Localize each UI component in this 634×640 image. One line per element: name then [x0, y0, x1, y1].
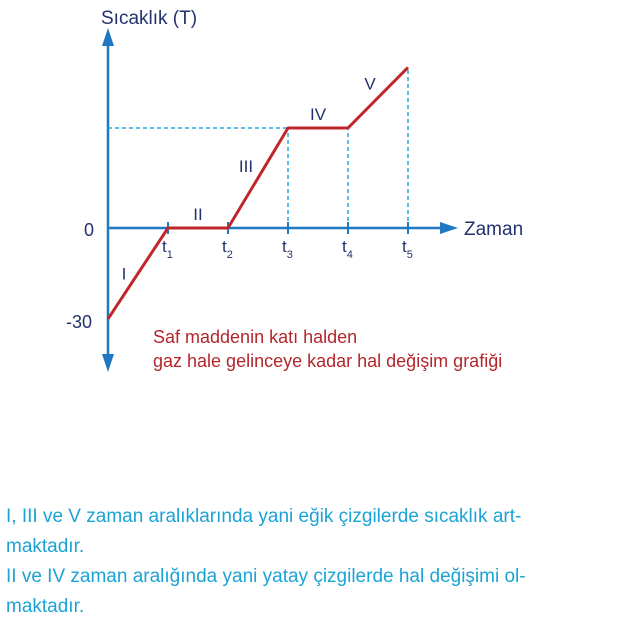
explanation-line-1: I, III ve V zaman aralıklarında yani eğik çizgilerde sıcaklık art-	[6, 506, 522, 527]
y-tick-label-0: 0	[84, 220, 95, 240]
y-axis-label: Sıcaklık (T)	[101, 8, 198, 29]
explanation-line-4: maktadır.	[6, 596, 85, 617]
x-tick-label-t4: $t_4$	[342, 237, 353, 261]
x-tick-label-t2: $t_2$	[222, 237, 233, 261]
y-axis-arrow-down	[102, 354, 114, 372]
segment-label-III: III	[238, 157, 254, 177]
segment-label-IV: IV	[309, 105, 327, 125]
temperature-series-line	[108, 67, 408, 318]
x-axis-arrow	[440, 222, 458, 234]
segment-label-V: V	[364, 74, 376, 94]
explanation-line-2: maktadır.	[6, 536, 85, 557]
x-tick-label-t5: $t_5$	[402, 237, 413, 261]
segment-label-I: I	[121, 264, 127, 284]
x-axis-label: Zaman	[464, 219, 524, 240]
segment-label-II: II	[193, 205, 203, 224]
x-tick-label-t3: $t_3$	[282, 237, 293, 261]
chart-caption-line2: gaz hale gelinceye kadar hal değişim grafiği	[153, 351, 503, 371]
explanation-line-3: II ve IV zaman aralığında yani yatay çizgilerde hal değişimi ol-	[6, 566, 526, 587]
y-tick-label-minus30: -30	[66, 312, 93, 332]
explanation-text	[6, 502, 630, 622]
x-tick-label-t1: $t_1$	[162, 237, 173, 261]
y-axis-arrow-up	[102, 28, 114, 46]
chart-caption-line1: Saf maddenin katı halden	[153, 327, 358, 347]
